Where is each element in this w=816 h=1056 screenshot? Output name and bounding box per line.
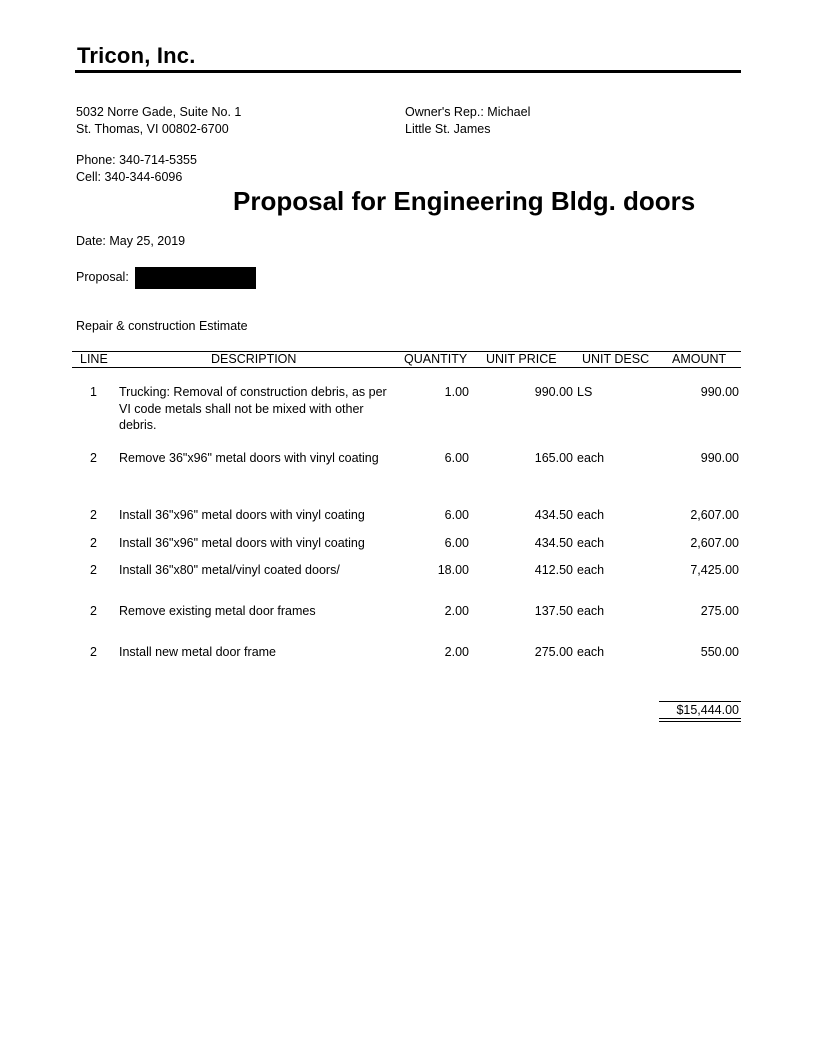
row-quantity: 18.00 — [437, 563, 469, 577]
phone: Phone: 340-714-5355 — [76, 153, 197, 167]
total-top-rule — [659, 701, 741, 702]
row-description: Trucking: Removal of construction debris, as per VI code metals shall not be mixed with other debris. — [119, 385, 387, 432]
row-line: 2 — [90, 563, 97, 577]
row-unit-price: 165.00 — [534, 451, 573, 465]
row-description: Remove existing metal door frames — [119, 604, 316, 618]
row-line: 2 — [90, 451, 97, 465]
row-unit-price: 434.50 — [534, 508, 573, 522]
row-unit-desc: each — [577, 604, 605, 618]
grand-total: $15,444.00 — [676, 703, 739, 717]
owner-rep-line-1: Owner's Rep.: Michael — [405, 105, 531, 119]
row-unit-price: 990.00 — [534, 385, 573, 399]
date: Date: May 25, 2019 — [76, 234, 186, 248]
row-unit-desc: each — [577, 645, 605, 659]
row-amount: 990.00 — [700, 385, 739, 399]
total-double-rule-upper — [659, 718, 741, 719]
estimate-label: Repair & construction Estimate — [76, 319, 248, 333]
row-line: 1 — [90, 385, 97, 399]
row-unit-desc: each — [577, 508, 605, 522]
row-unit-desc: each — [577, 451, 605, 465]
row-quantity: 2.00 — [444, 604, 469, 618]
column-header-amount: AMOUNT — [672, 352, 727, 366]
row-line: 2 — [90, 508, 97, 522]
row-unit-desc: each — [577, 563, 605, 577]
address-line-1: 5032 Norre Gade, Suite No. 1 — [76, 105, 242, 119]
row-description: Remove 36"x96" metal doors with vinyl coating — [119, 451, 379, 465]
company-name: Tricon, Inc. — [77, 43, 196, 68]
proposal-label: Proposal: — [76, 270, 129, 284]
total-double-rule-lower — [659, 721, 741, 722]
row-line: 2 — [90, 604, 97, 618]
row-quantity: 6.00 — [444, 451, 469, 465]
row-amount: 7,425.00 — [690, 563, 739, 577]
column-header-quantity: QUANTITY — [404, 352, 468, 366]
row-amount: 275.00 — [700, 604, 739, 618]
header-rule — [75, 70, 741, 73]
row-unit-price: 412.50 — [534, 563, 573, 577]
owner-rep-line-2: Little St. James — [405, 122, 491, 136]
row-description: Install 36"x96" metal doors with vinyl coating — [119, 508, 365, 522]
row-quantity: 1.00 — [444, 385, 469, 399]
row-amount: 550.00 — [700, 645, 739, 659]
column-header-unit-price: UNIT PRICE — [486, 352, 557, 366]
row-amount: 2,607.00 — [690, 536, 739, 550]
row-line: 2 — [90, 536, 97, 550]
cell-phone: Cell: 340-344-6096 — [76, 170, 183, 184]
table-header-bottom-rule — [72, 367, 741, 368]
row-unit-desc: LS — [577, 385, 593, 399]
column-header-line: LINE — [80, 352, 108, 366]
row-line: 2 — [90, 645, 97, 659]
row-description: Install 36"x96" metal doors with vinyl coating — [119, 536, 365, 550]
row-quantity: 2.00 — [444, 645, 469, 659]
row-unit-price: 275.00 — [534, 645, 573, 659]
redacted-proposal-number — [135, 267, 256, 289]
proposal-title: Proposal for Engineering Bldg. doors — [233, 186, 696, 216]
row-unit-price: 137.50 — [534, 604, 573, 618]
row-description: Install new metal door frame — [119, 645, 277, 659]
row-quantity: 6.00 — [444, 508, 469, 522]
column-header-description: DESCRIPTION — [211, 352, 297, 366]
row-quantity: 6.00 — [444, 536, 469, 550]
column-header-unit-desc: UNIT DESC — [582, 352, 650, 366]
row-unit-desc: each — [577, 536, 605, 550]
row-unit-price: 434.50 — [534, 536, 573, 550]
row-amount: 2,607.00 — [690, 508, 739, 522]
row-description: Install 36"x80" metal/vinyl coated doors/ — [119, 563, 340, 577]
row-amount: 990.00 — [700, 451, 739, 465]
address-line-2: St. Thomas, VI 00802-6700 — [76, 122, 229, 136]
